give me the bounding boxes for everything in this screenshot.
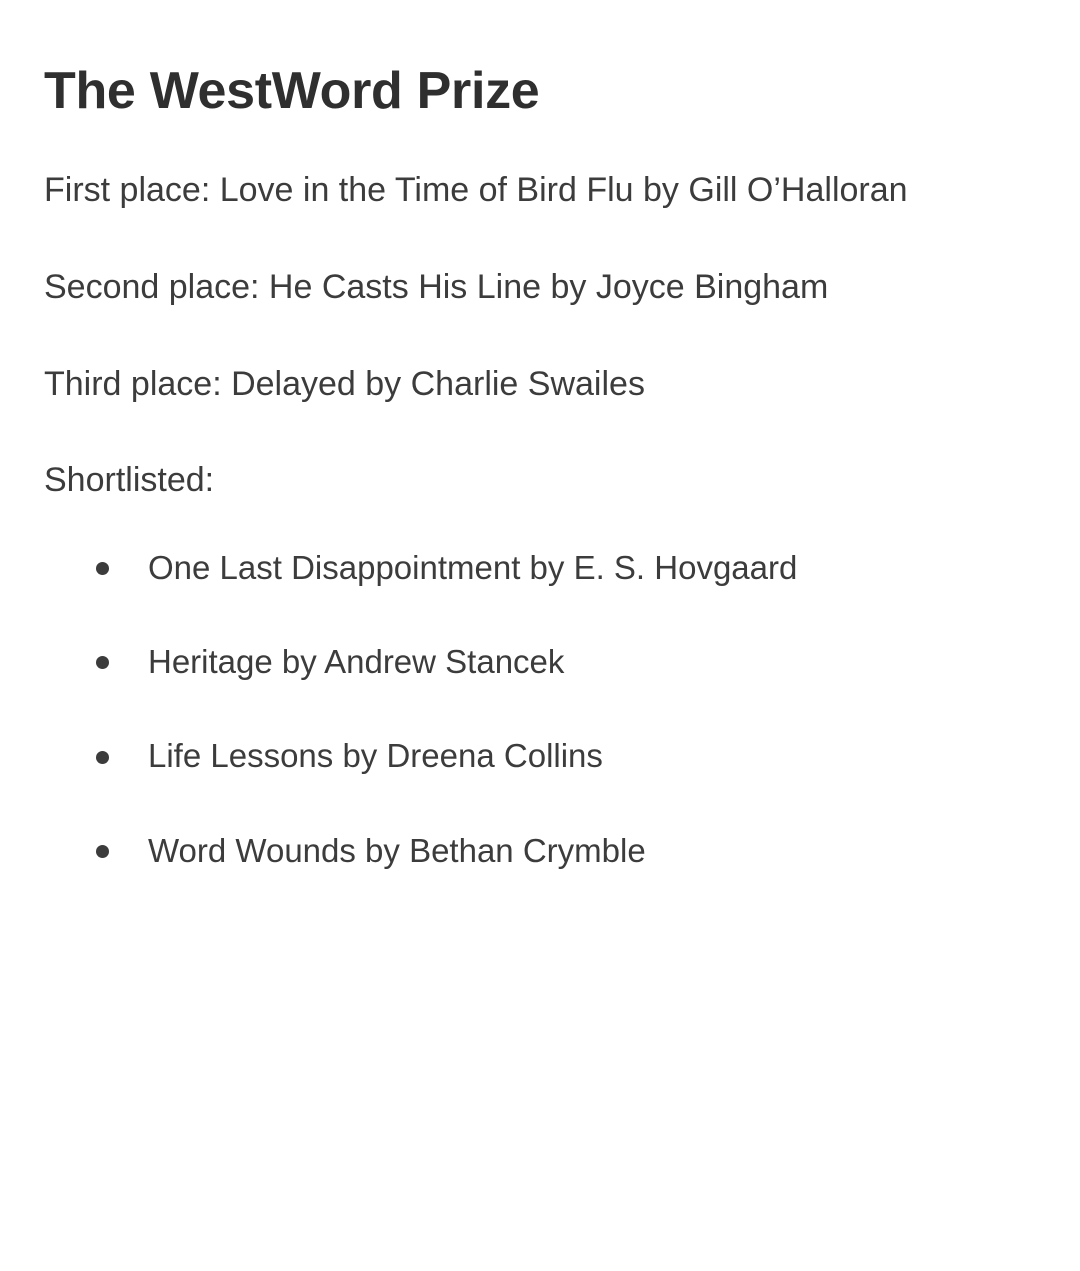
bullet-icon	[96, 656, 109, 669]
list-item-label: One Last Disappointment by E. S. Hovgaard	[148, 548, 798, 586]
page-title: The WestWord Prize	[44, 62, 540, 120]
list-item-label: Word Wounds by Bethan Crymble	[148, 831, 646, 869]
bullet-icon	[96, 751, 109, 764]
list-item	[96, 733, 1036, 779]
shortlist-list	[44, 545, 1036, 874]
result-third-place: Third place: Delayed by Charlie Swailes	[44, 365, 645, 404]
list-item	[96, 639, 1036, 685]
list-item	[96, 828, 1036, 874]
shortlist-label: Shortlisted:	[44, 460, 215, 499]
result-second-place: Second place: He Casts His Line by Joyce Bingham	[44, 268, 829, 307]
list-item	[96, 545, 1036, 591]
bullet-icon	[96, 845, 109, 858]
bullet-icon	[96, 562, 109, 575]
list-item-label: Life Lessons by Dreena Collins	[148, 737, 603, 775]
result-first-place: First place: Love in the Time of Bird Flu by Gill O’Halloran	[44, 170, 908, 209]
list-item-label: Heritage by Andrew Stancek	[148, 643, 565, 681]
